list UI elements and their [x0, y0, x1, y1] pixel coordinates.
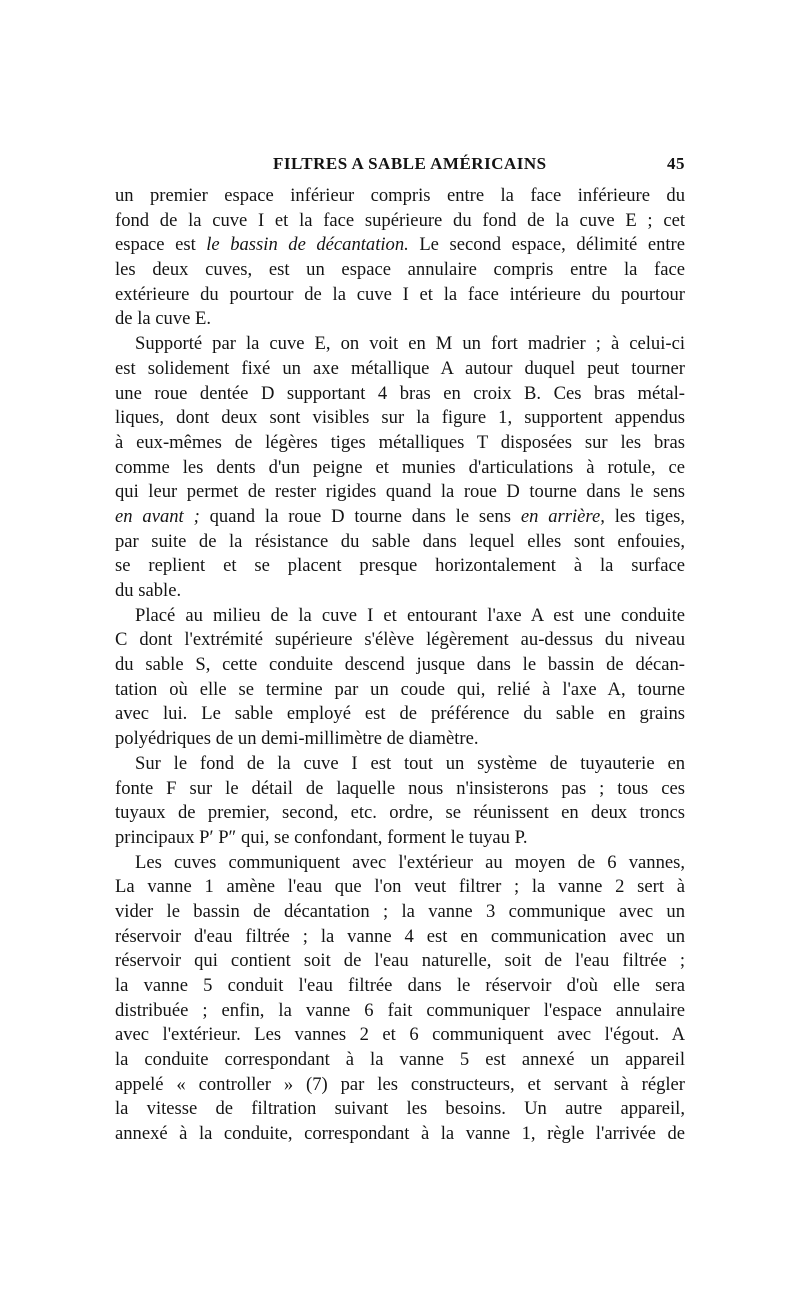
- text-run: de la cuve E.: [115, 308, 212, 330]
- book-page: [115, 150, 685, 1147]
- running-header: [115, 150, 685, 180]
- text-run: vider le bassin de décantation ; la vanne 3 communique avec un: [115, 900, 685, 922]
- text-line: [115, 678, 685, 703]
- text-run: qui leur permet de rester rigides quand la roue D tourne dans le sens: [115, 481, 685, 503]
- text-run: réservoir d'eau filtrée ; la vanne 4 est en communication avec un: [115, 925, 685, 947]
- text-line: [115, 1048, 685, 1073]
- text-run: fonte F sur le détail de laquelle nous n'insisterons pas ; tous ces: [115, 777, 685, 799]
- text-line: [115, 554, 685, 579]
- text-line: [115, 357, 685, 382]
- text-run: une roue dentée D supportant 4 bras en croix B. Ces bras métal-: [115, 382, 685, 404]
- page-number: 45: [667, 154, 685, 173]
- text-line: [115, 456, 685, 481]
- text-line: [115, 258, 685, 283]
- text-run: est solidement fixé un axe métallique A autour duquel peut tourner: [115, 357, 685, 379]
- text-run: par suite de la résistance du sable dans lequel elles sont enfouies,: [115, 530, 685, 552]
- text-run: liques, dont deux sont visibles sur la figure 1, supportent appendus: [115, 407, 685, 429]
- italic-text: en arrière,: [520, 505, 605, 527]
- text-line: [115, 382, 685, 407]
- text-run: la conduite correspondant à la vanne 5 est annexé un appareil: [115, 1049, 685, 1071]
- text-run: se replient et se placent presque horizontalement à la surface: [115, 555, 685, 577]
- text-line: [115, 826, 685, 851]
- text-run: tation où elle se termine par un coude qui, relié à l'axe A, tourne: [115, 678, 685, 700]
- text-run: un premier espace inférieur compris entre la face inférieure du: [115, 185, 685, 206]
- text-line: [115, 505, 685, 530]
- text-line: [115, 801, 685, 826]
- text-line: [115, 1097, 685, 1122]
- text-run: principaux P′ P″ qui, se confondant, forment le tuyau P.: [115, 826, 528, 848]
- text-line: [115, 283, 685, 308]
- text-line: [115, 1073, 685, 1098]
- text-run: distribuée ; enfin, la vanne 6 fait communiquer l'espace annulaire: [115, 999, 685, 1021]
- text-run: Le second espace, délimité entre: [408, 234, 685, 256]
- text-line: [115, 332, 685, 357]
- text-run: comme les dents d'un peigne et munies d'articulations à rotule, ce: [115, 456, 685, 478]
- text-run: fond de la cuve I et la face supérieure du fond de la cuve E ; cet: [115, 209, 685, 231]
- text-run: quand la roue D tourne dans le sens: [199, 505, 521, 527]
- running-title: FILTRES A SABLE AMÉRICAINS: [273, 154, 547, 173]
- body-text: [115, 184, 685, 1147]
- text-run: réservoir qui contient soit de l'eau naturelle, soit de l'eau filtrée ;: [115, 950, 685, 972]
- text-line: [115, 233, 685, 258]
- text-line: [115, 431, 685, 456]
- italic-text: le bassin de décantation.: [206, 234, 409, 256]
- text-line: [115, 184, 685, 209]
- text-line: [115, 702, 685, 727]
- text-run: la vitesse de filtration suivant les besoins. Un autre appareil,: [115, 1098, 685, 1120]
- text-line: [115, 1122, 685, 1147]
- text-run: les tiges,: [604, 505, 685, 527]
- text-run: Les cuves communiquent avec l'extérieur au moyen de 6 vannes,: [135, 851, 685, 873]
- text-line: [115, 999, 685, 1024]
- text-run: la vanne 5 conduit l'eau filtrée dans le réservoir d'où elle sera: [115, 975, 685, 996]
- text-run: appelé « controller » (7) par les constructeurs, et servant à régler: [115, 1073, 685, 1095]
- text-run: C dont l'extrémité supérieure s'élève légèrement au-dessus du niveau: [115, 629, 685, 651]
- text-run: du sable.: [115, 580, 182, 601]
- italic-text: en avant ;: [115, 505, 200, 527]
- text-run: Placé au milieu de la cuve I et entourant l'axe A est une conduite: [135, 604, 685, 626]
- text-run: les deux cuves, est un espace annulaire compris entre la face: [115, 259, 685, 281]
- text-line: [115, 480, 685, 505]
- text-line: [115, 406, 685, 431]
- text-run: La vanne 1 amène l'eau que l'on veut filtrer ; la vanne 2 sert à: [115, 876, 685, 898]
- text-line: [115, 604, 685, 629]
- text-line: [115, 727, 685, 752]
- text-line: [115, 949, 685, 974]
- text-run: Sur le fond de la cuve I est tout un système de tuyauterie en: [135, 752, 685, 774]
- text-line: [115, 530, 685, 555]
- text-run: espace est: [115, 234, 207, 256]
- text-line: [115, 925, 685, 950]
- text-run: Supporté par la cuve E, on voit en M un fort madrier ; à celui-ci: [135, 333, 685, 355]
- text-line: [115, 579, 685, 604]
- text-line: [115, 653, 685, 678]
- text-line: [115, 974, 685, 999]
- text-run: du sable S, cette conduite descend jusque dans le bassin de décan-: [115, 654, 685, 676]
- text-line: [115, 900, 685, 925]
- text-run: extérieure du pourtour de la cuve I et la face intérieure du pourtour: [115, 283, 685, 305]
- text-line: [115, 209, 685, 234]
- text-run: avec lui. Le sable employé est de préférence du sable en grains: [115, 703, 685, 725]
- text-line: [115, 1023, 685, 1048]
- text-run: polyédriques de un demi-millimètre de diamètre.: [115, 728, 479, 750]
- text-run: tuyaux de premier, second, etc. ordre, se réunissent en deux troncs: [115, 802, 685, 824]
- text-run: annexé à la conduite, correspondant à la vanne 1, règle l'arrivée de: [115, 1123, 685, 1145]
- text-run: avec l'extérieur. Les vannes 2 et 6 communiquent avec l'égout. A: [115, 1024, 685, 1046]
- text-line: [115, 752, 685, 777]
- text-line: [115, 875, 685, 900]
- text-line: [115, 851, 685, 876]
- text-line: [115, 307, 685, 332]
- text-run: à eux-mêmes de légères tiges métalliques T disposées sur les bras: [115, 431, 685, 453]
- text-line: [115, 628, 685, 653]
- text-line: [115, 777, 685, 802]
